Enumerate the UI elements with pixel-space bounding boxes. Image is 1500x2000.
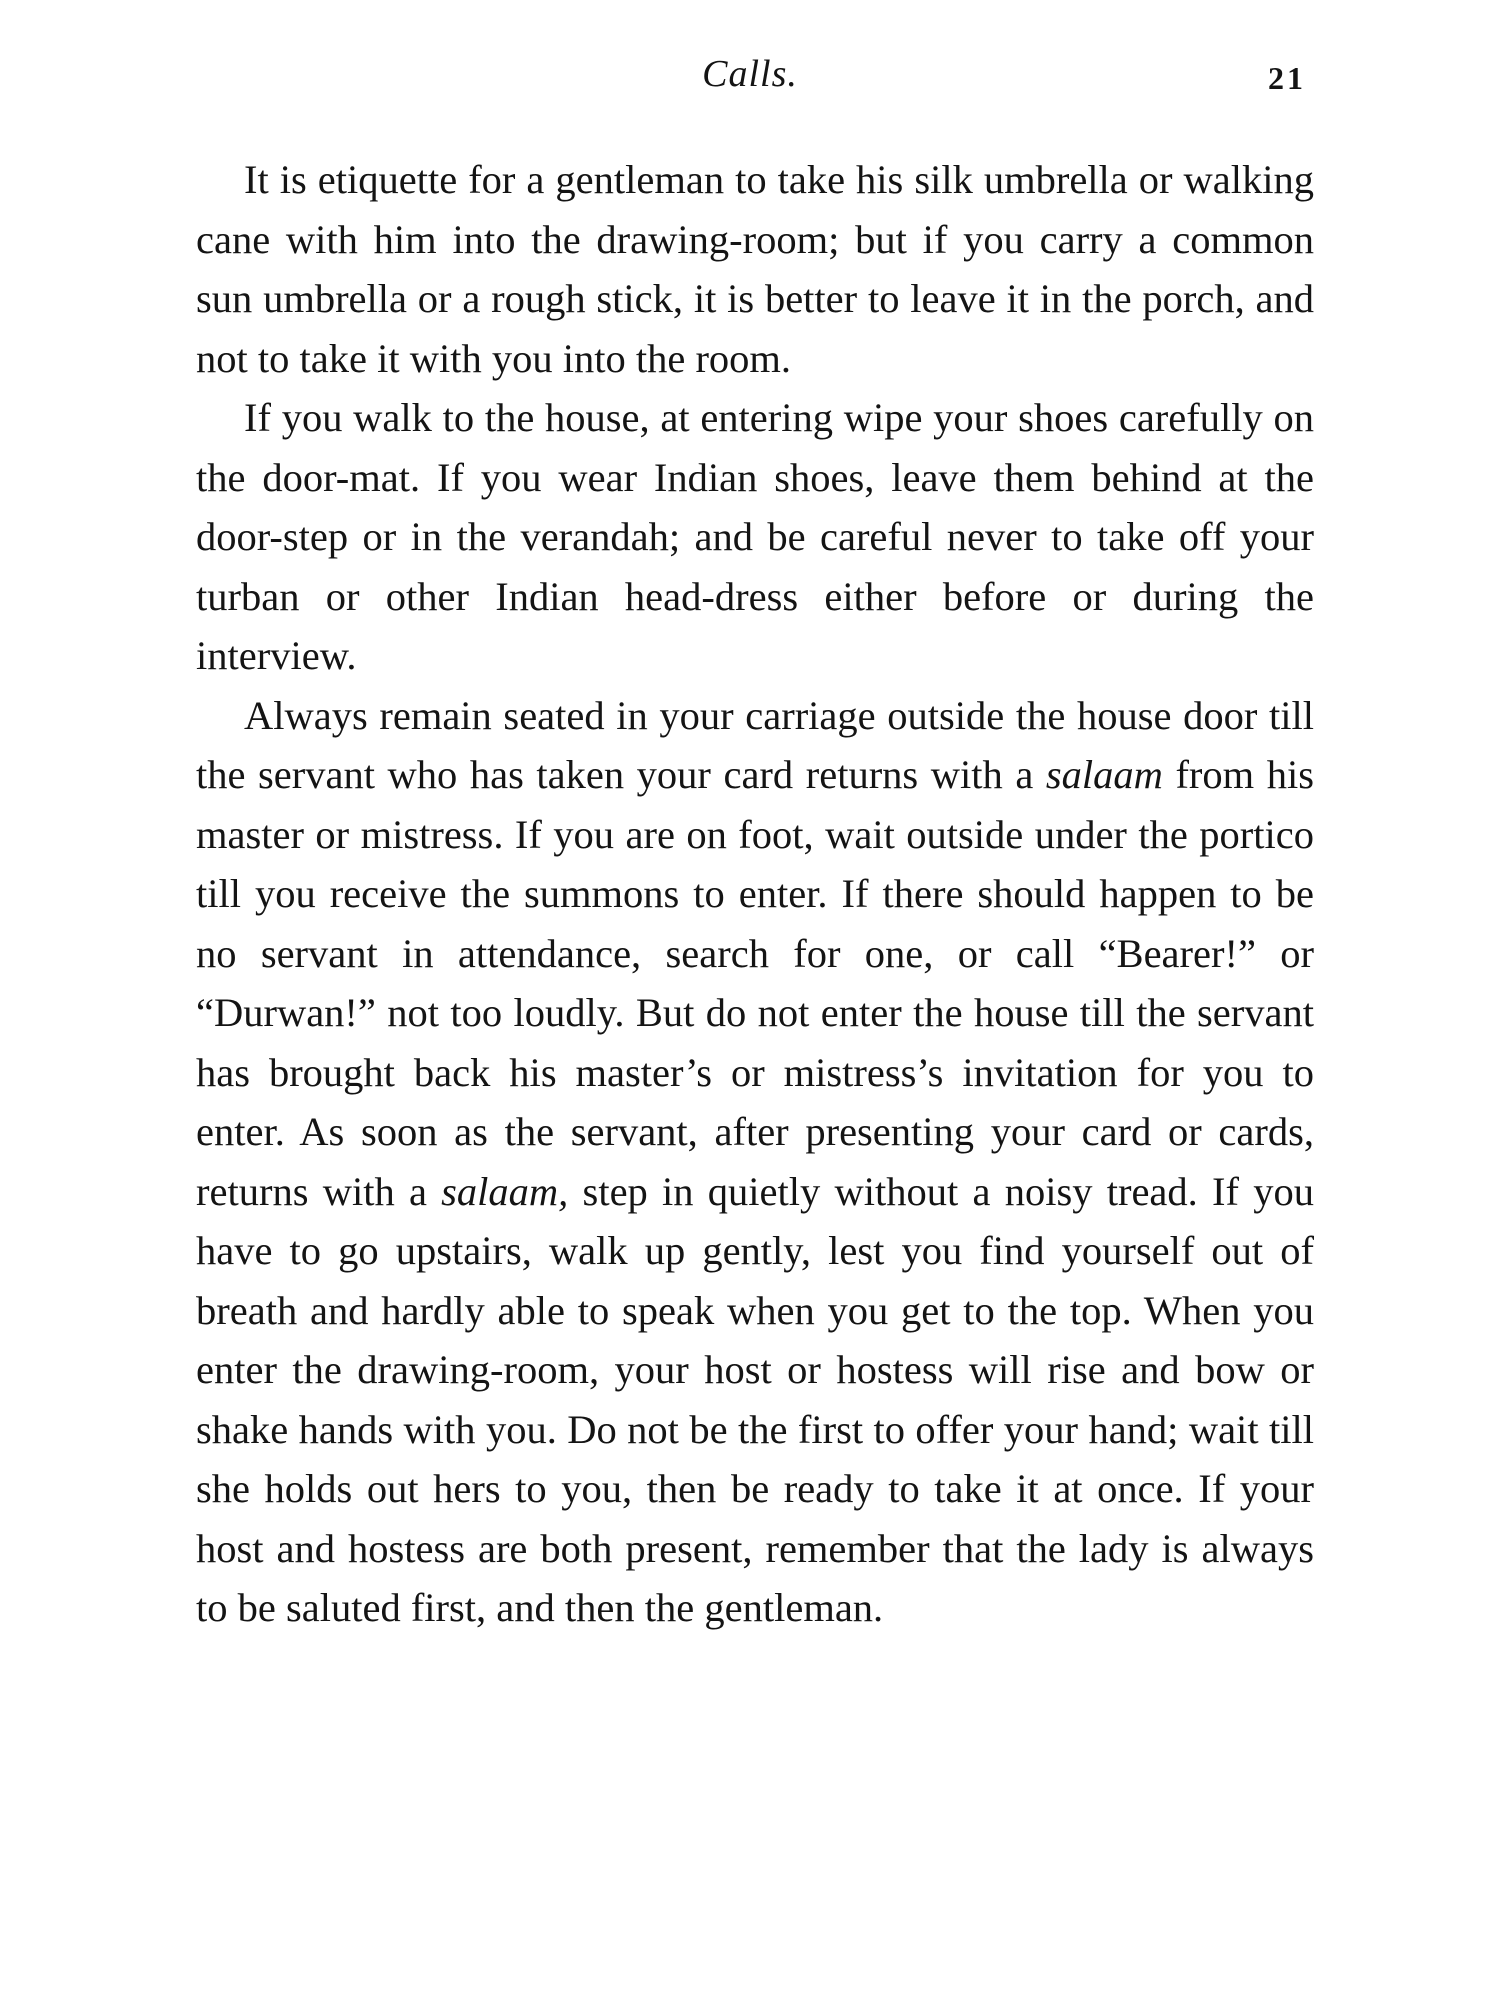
- page-number: 21: [1268, 60, 1306, 96]
- paragraph-umbrella: It is etiquette for a gentleman to take his silk umbrella or walking cane with him into the drawing-room; but if you carry a common sun umbrella or a rough stick, it is better to leave it in the porch, and not to take it with you into the room.: [196, 157, 1314, 381]
- running-title: Calls.: [702, 53, 798, 95]
- body-text: [196, 150, 1314, 1638]
- paragraph-carriage-part-1: Always remain seated in your carriage outside the house door till the servant who has taken your card returns with a: [196, 692, 1314, 797]
- salaam-italic-2: salaam,: [441, 1168, 569, 1214]
- paragraph-carriage-part-3: step in quietly without a noisy tread. If you have to go upstairs, walk up gently, lest you find yourself out of breath and hardly able to speak when you get to the top. When you enter the drawing-room, your host or hostess will rise and bow or shake hands with you. Do not be the first to offer your hand; wait till she holds out hers to you, then be ready to take it at once. If your host and hostess are both present, remember that the lady is always to be saluted first, and then the gentleman.: [196, 1168, 1314, 1630]
- paragraph-carriage: [196, 686, 1314, 1638]
- salaam-italic-1: salaam: [1045, 752, 1163, 797]
- paragraph-carriage-part-2: from his master or mistress. If you are on foot, wait outside under the portico till you receive the summons to enter. If there should happen to be no servant in attendance, search for one, or call “Bearer!” or “Durwan!” not too loudly. But do not enter the house till the servant has brought back his master’s or mistress’s invitation for you to enter. As soon as the servant, after presenting your card or cards, returns with a: [196, 752, 1314, 1214]
- paragraph-shoes: If you walk to the house, at entering wipe your shoes carefully on the door-mat. If you wear Indian shoes, leave them behind at the door-step or in the verandah; and be careful never to take off your turban or other Indian head-dress either before or during the interview.: [196, 395, 1314, 678]
